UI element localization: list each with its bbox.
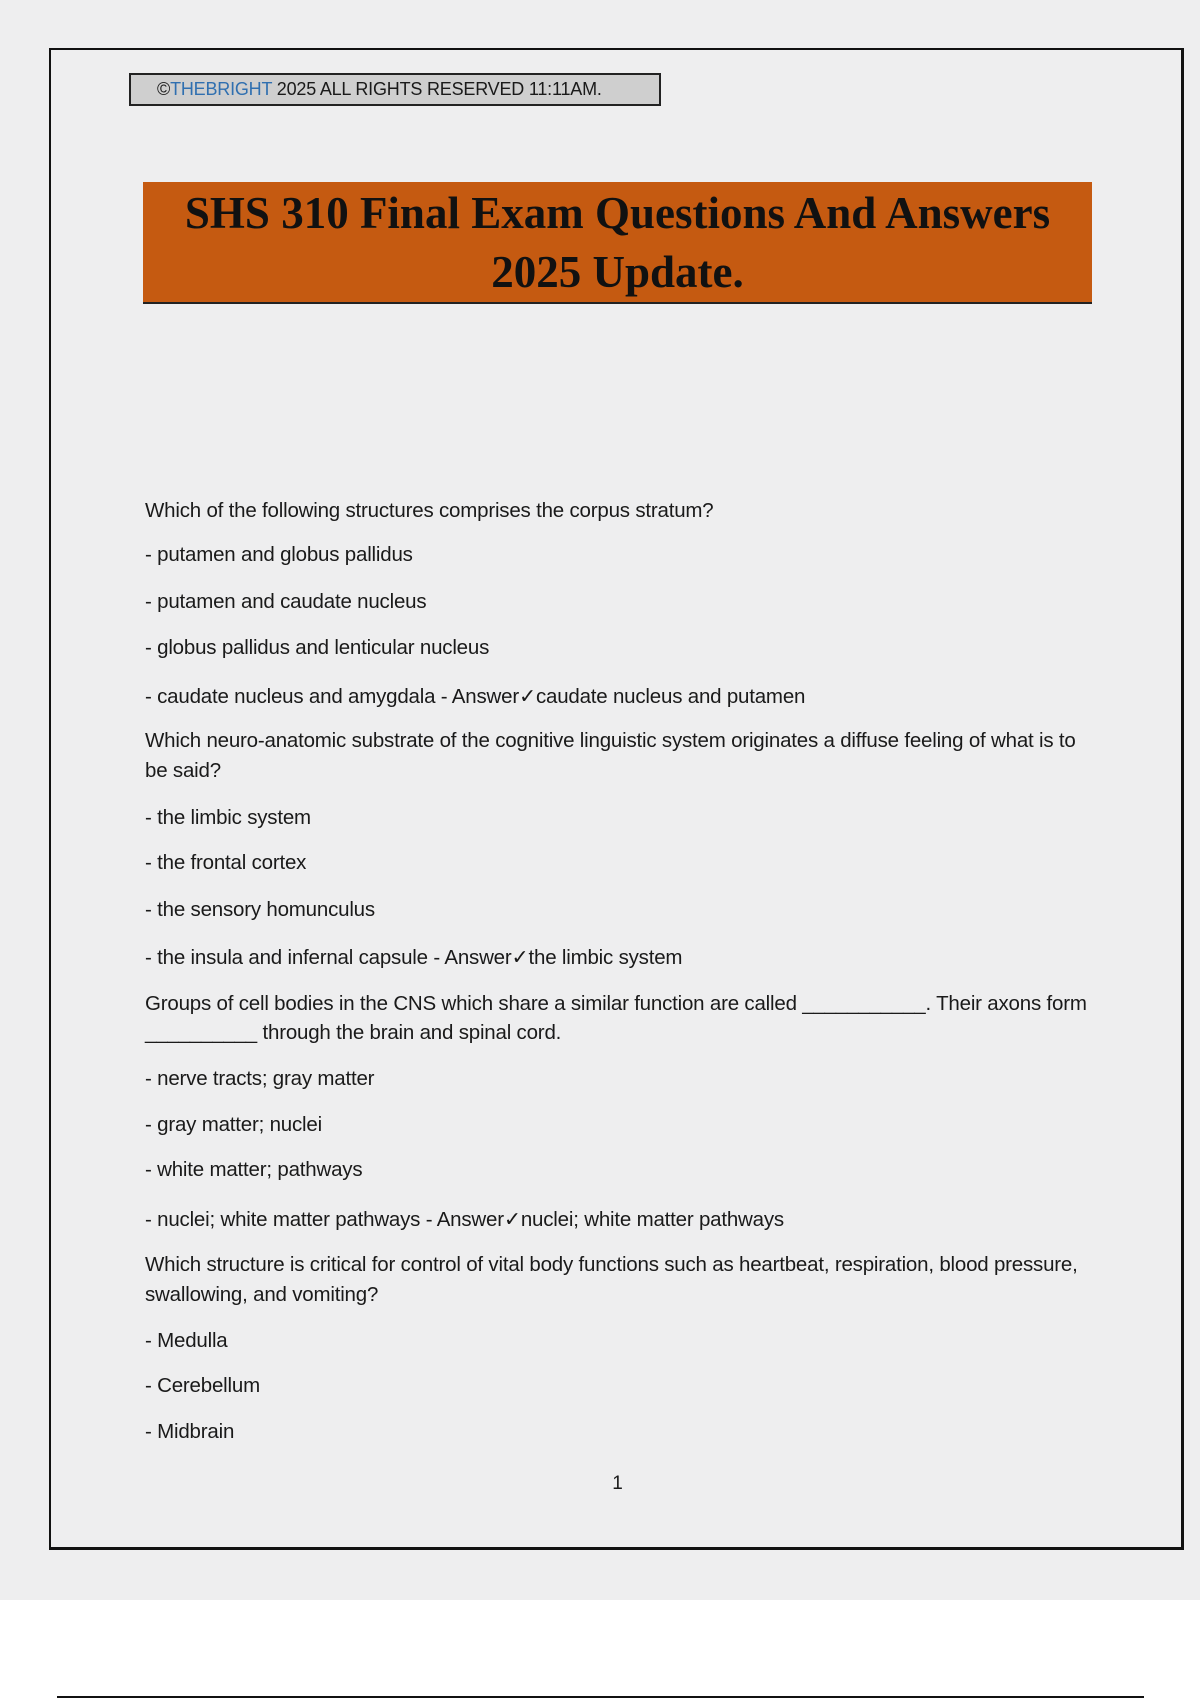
question-text: Which neuro-anatomic substrate of the cognitive linguistic system originates a diffuse feeling of what is to be said? xyxy=(145,729,1076,782)
copyright-symbol: © xyxy=(157,79,171,99)
question-text: Groups of cell bodies in the CNS which share a similar function are called ___________. Their axons form __________ through the brain and spinal cord. xyxy=(145,992,1087,1044)
document-title xyxy=(143,182,1092,304)
answer-option: - the sensory homunculus xyxy=(145,898,375,921)
answer-option-with-answer xyxy=(145,683,805,711)
title-line-1: SHS 310 Final Exam Questions And Answers xyxy=(184,188,1051,238)
answer-option: - caudate nucleus and amygdala - Answer xyxy=(145,685,519,708)
answer-option: - Medulla xyxy=(145,1329,228,1352)
correct-answer: caudate nucleus and putamen xyxy=(535,685,806,708)
question-text: Which structure is critical for control of vital body functions such as heartbeat, respiration, blood pressure, swallowing, and vomiting? xyxy=(145,1253,1078,1306)
answer-option-with-answer xyxy=(145,1206,784,1234)
answer-option: - putamen and globus pallidus xyxy=(145,543,413,566)
answer-option: - nerve tracts; gray matter xyxy=(145,1067,375,1090)
answer-option: - gray matter; nuclei xyxy=(145,1113,322,1136)
footer-divider xyxy=(57,1696,1144,1698)
brand-name: THEBRIGHT xyxy=(170,79,272,99)
answer-option: - putamen and caudate nucleus xyxy=(145,590,427,613)
check-mark-icon: ✓ xyxy=(503,1208,521,1231)
rights-text: 2025 ALL RIGHTS RESERVED 11:11AM. xyxy=(271,79,602,99)
answer-option: - globus pallidus and lenticular nucleus xyxy=(145,636,490,659)
page-number: 1 xyxy=(612,1473,623,1494)
answer-option: - the insula and infernal capsule - Answer xyxy=(145,946,512,969)
check-mark-icon: ✓ xyxy=(511,946,529,969)
answer-option: - white matter; pathways xyxy=(145,1158,363,1181)
answer-option: - the limbic system xyxy=(145,806,311,829)
answer-option: - the frontal cortex xyxy=(145,851,307,874)
correct-answer: the limbic system xyxy=(528,946,683,969)
title-line-2: 2025 Update. xyxy=(491,247,744,297)
answer-option: - Midbrain xyxy=(145,1420,235,1443)
answer-option: - nuclei; white matter pathways - Answer xyxy=(145,1208,504,1231)
question-text: Which of the following structures comprises the corpus stratum? xyxy=(145,499,714,522)
answer-option-with-answer xyxy=(145,944,682,972)
answer-option: - Cerebellum xyxy=(145,1374,260,1397)
check-mark-icon: ✓ xyxy=(518,685,536,708)
correct-answer: nuclei; white matter pathways xyxy=(520,1208,784,1231)
copyright-notice xyxy=(129,73,661,106)
